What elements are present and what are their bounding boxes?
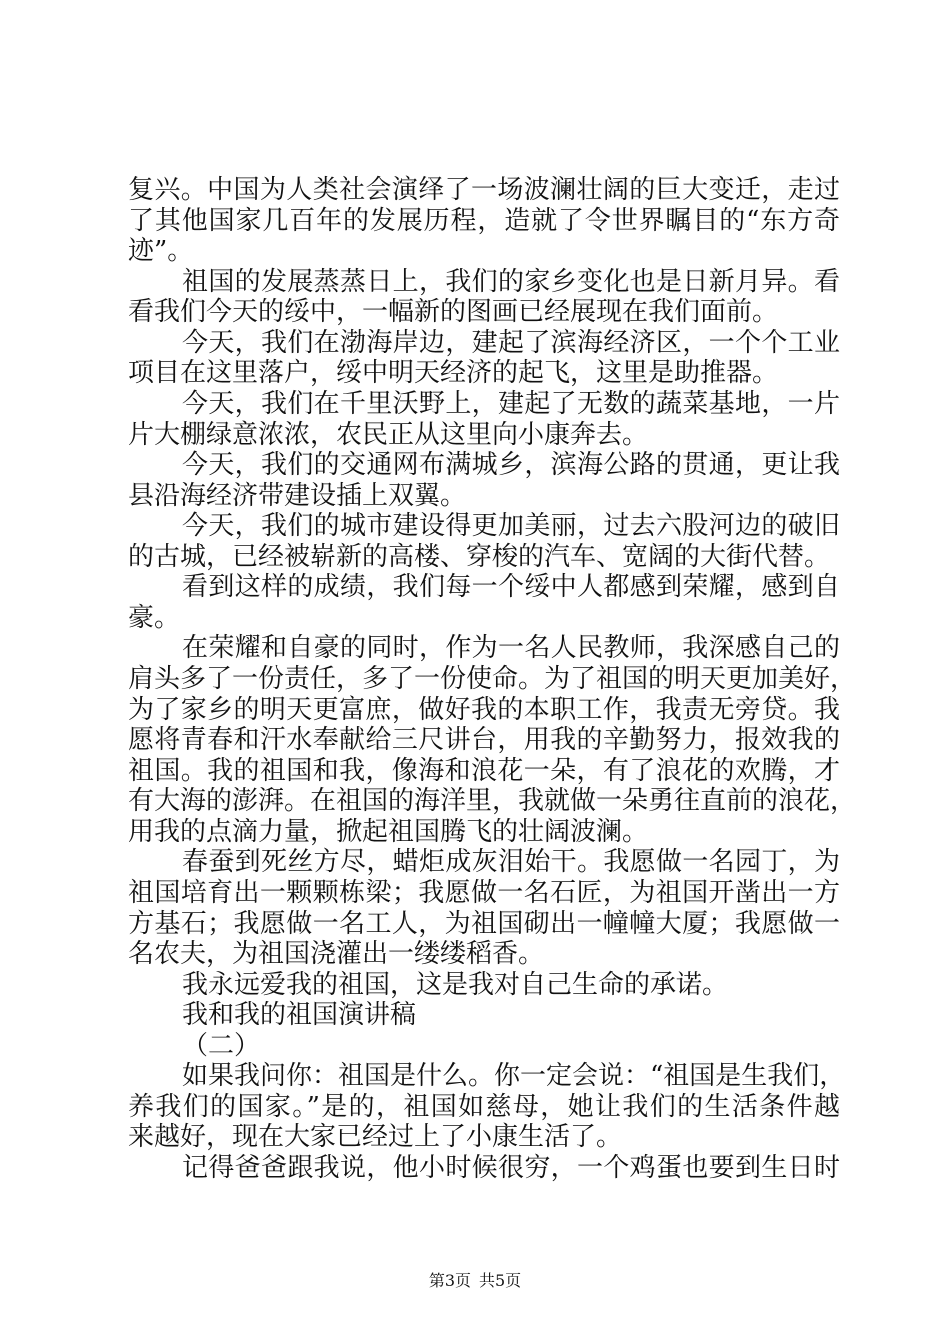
text-line: 养我们的国家。”是的，祖国如慈母，她让我们的生活条件越 — [128, 1091, 840, 1122]
text-line: 看到这样的成绩，我们每一个绥中人都感到荣耀，感到自 — [182, 572, 840, 603]
text-line: 复兴。中国为人类社会演绎了一场波澜壮阔的巨大变迁，走过 — [128, 175, 840, 205]
page-footer — [0, 1268, 950, 1291]
text-line: 春蚕到死丝方尽，蜡炬成灰泪始干。我愿做一名园丁，为 — [182, 847, 840, 878]
text-line: 名农夫，为祖国浇灌出一缕缕稻香。 — [128, 939, 545, 970]
text-line: 县沿海经济带建设插上双翼。 — [128, 480, 467, 511]
text-line: 在荣耀和自豪的同时，作为一名人民教师，我深感自己的 — [182, 633, 840, 664]
text-line: 看我们今天的绥中，一幅新的图画已经展现在我们面前。 — [128, 297, 779, 328]
text-line: 今天，我们的交通网布满城乡，滨海公路的贯通，更让我 — [182, 450, 840, 481]
document-body — [128, 175, 857, 1184]
text-line: 豪。 — [128, 602, 181, 633]
text-line: 了其他国家几百年的发展历程，造就了令世界瞩目的“东方奇 — [128, 205, 840, 236]
text-line: 肩头多了一份责任，多了一份使命。为了祖国的明天更加美好， — [128, 664, 857, 694]
text-line: 祖国培育出一颗颗栋梁；我愿做一名石匠，为祖国开凿出一方 — [128, 877, 840, 908]
text-line: 愿将青春和汗水奉献给三尺讲台，用我的辛勤努力，报效我的 — [128, 725, 840, 756]
text-line: 我永远爱我的祖国，这是我对自己生命的承诺。 — [182, 969, 729, 1000]
text-line: 的古城，已经被崭新的高楼、穿梭的汽车、宽阔的大街代替。 — [128, 541, 831, 572]
text-line: 祖国的发展蒸蒸日上，我们的家乡变化也是日新月异。看 — [182, 266, 840, 297]
text-line: 今天，我们在渤海岸边，建起了滨海经济区，一个个工业 — [182, 327, 840, 358]
text-line: 方基石；我愿做一名工人，为祖国砌出一幢幢大厦；我愿做一 — [128, 908, 840, 939]
text-line: 如果我问你：祖国是什么。你一定会说：“祖国是生我们， — [182, 1061, 846, 1092]
page-total: 共5页 — [479, 1271, 522, 1290]
text-line: 用我的点滴力量，掀起祖国腾飞的壮阔波澜。 — [128, 816, 649, 847]
text-line: 有大海的澎湃。在祖国的海洋里，我就做一朵勇往直前的浪花， — [128, 786, 857, 817]
text-line: 我和我的祖国演讲稿 — [182, 1000, 417, 1031]
text-line: 记得爸爸跟我说，他小时候很穷，一个鸡蛋也要到生日时 — [182, 1153, 840, 1183]
text-line: 今天，我们在千里沃野上，建起了无数的蔬菜基地，一片 — [182, 388, 840, 419]
text-line: 项目在这里落户，绥中明天经济的起飞，这里是助推器。 — [128, 358, 779, 389]
text-line: 来越好，现在大家已经过上了小康生活了。 — [128, 1122, 623, 1153]
text-line: 片大棚绿意浓浓，农民正从这里向小康奔去。 — [128, 419, 649, 450]
text-line: 迹”。 — [128, 236, 194, 267]
text-line: 祖国。我的祖国和我，像海和浪花一朵，有了浪花的欢腾，才 — [128, 755, 840, 786]
text-line: 今天，我们的城市建设得更加美丽，过去六股河边的破旧 — [182, 511, 840, 542]
text-line: （二） — [182, 1030, 261, 1061]
text-line: 为了家乡的明天更富庶，做好我的本职工作，我责无旁贷。我 — [128, 694, 840, 725]
page-number: 第3页 — [428, 1271, 471, 1290]
